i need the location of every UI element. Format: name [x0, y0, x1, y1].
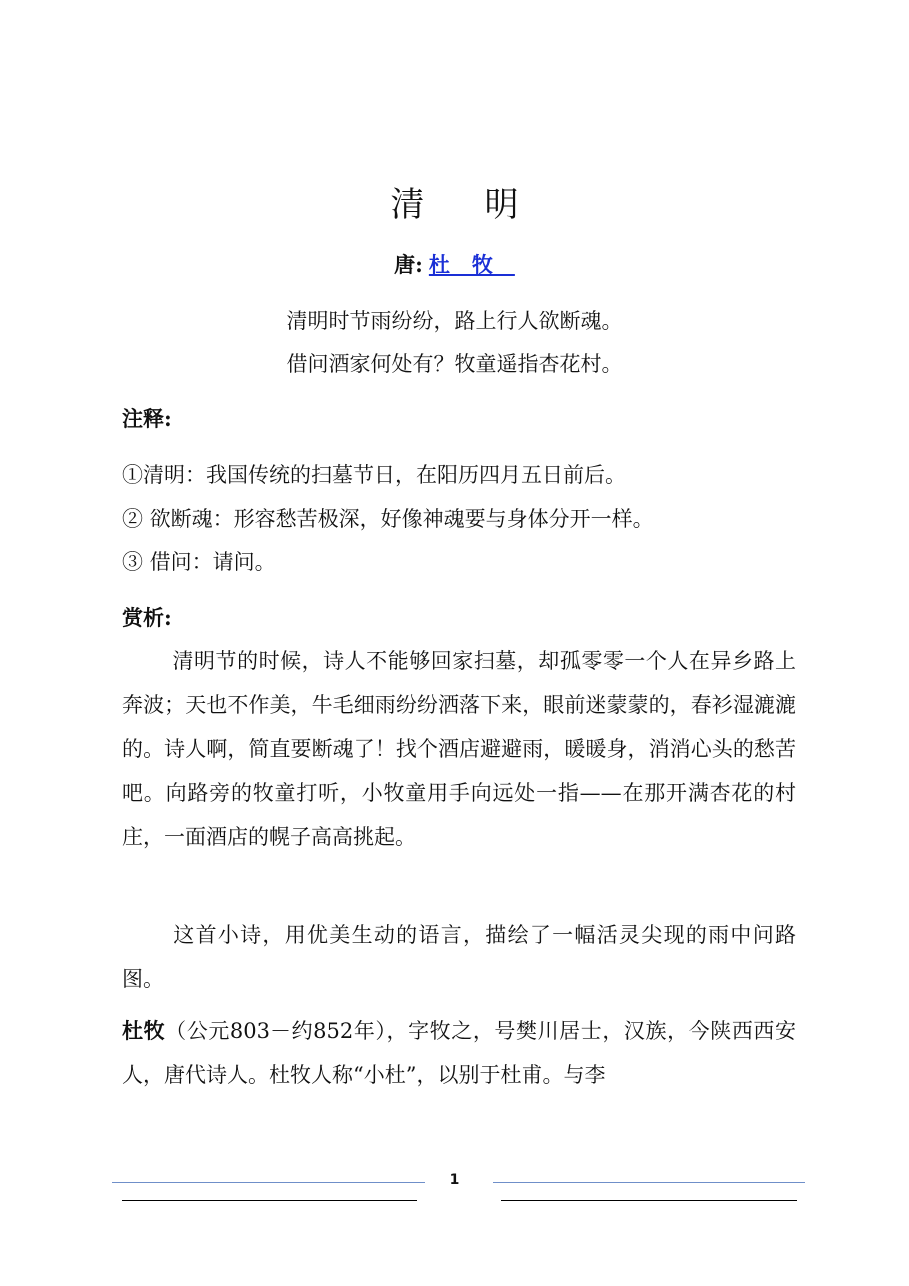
poem-line-2: 借问酒家何处有？牧童遥指杏花村。 [286, 352, 623, 376]
dynasty-label: 唐: [394, 252, 423, 277]
poem-title: 清明 [390, 185, 579, 225]
footer-rule-right-top [493, 1182, 805, 1183]
appreciation-paragraph-1 [122, 639, 796, 859]
appreciation-text-1: 清明节的时候，诗人不能够回家扫墓，却孤零零一个人在异乡路上奔波；天也不作美，牛毛细雨纷纷洒落下来，眼前迷蒙蒙的，春衫湿漉漉的。诗人啊，简直要断魂了！找个酒店避避雨，暖暖身，消消心头的愁苦吧。向路旁的牧童打听，小牧童用手向远处一指——在那开满杏花的村庄，一面酒店的幌子高高挑起。 [122, 649, 796, 849]
byline [0, 250, 909, 280]
note-item-3: ③ 借问：请问。 [122, 550, 276, 574]
appreciation-text-2: 这首小诗，用优美生动的语言，描绘了一幅活灵尖现的雨中问路图。 [122, 923, 796, 991]
notes-heading: 注释: [122, 406, 172, 431]
bio-name: 杜牧 [122, 1018, 166, 1043]
bio-text: （公元803－约852年），字牧之，号樊川居士，汉族，今陕西西安人，唐代诗人。杜牧人称“小杜”，以别于杜甫。与李 [122, 1019, 796, 1087]
page-number: 1 [449, 1172, 460, 1188]
appreciation-heading: 赏析: [122, 605, 172, 630]
author-bio-paragraph [122, 1009, 796, 1097]
footer-rule-right-bottom [501, 1200, 797, 1201]
note-item-1: ①清明：我国传统的扫墓节日，在阳历四月五日前后。 [122, 463, 626, 487]
poem-line-1: 清明时节雨纷纷，路上行人欲断魂。 [286, 309, 623, 333]
author-link[interactable]: 杜牧 [428, 252, 515, 277]
page-footer [0, 1168, 909, 1208]
note-item-2: ② 欲断魂：形容愁苦极深，好像神魂要与身体分开一样。 [122, 507, 654, 531]
footer-rule-left-bottom [122, 1200, 417, 1201]
appreciation-paragraph-2 [122, 913, 796, 1001]
